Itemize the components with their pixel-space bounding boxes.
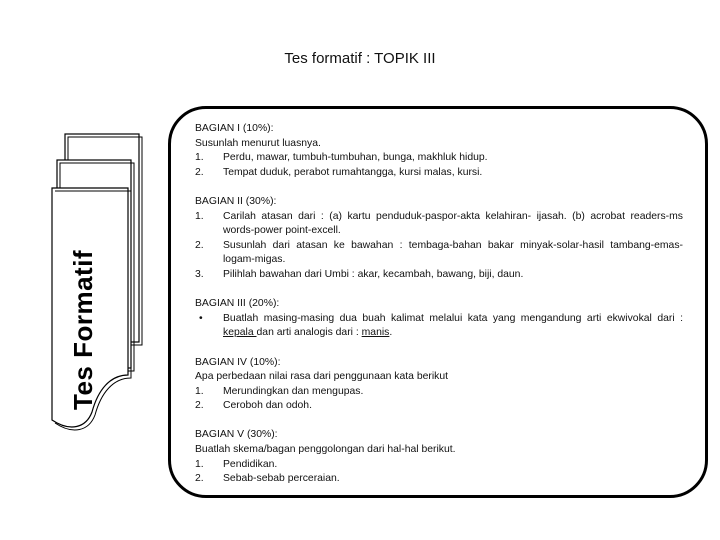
underlined-word: manis: [361, 327, 390, 339]
section-3-heading: BAGIAN III (20%):: [195, 298, 280, 310]
item-number: 2.: [195, 239, 204, 251]
item-text-part: Buatlah masing-masing dua buah kalimat melalui kata yang mengandung arti ekwivokal dari :: [223, 312, 683, 324]
quiz-content: [195, 122, 683, 487]
item-text: Merundingkan dan mengupas.: [223, 385, 364, 397]
section-5-heading: BAGIAN V (30%):: [195, 429, 278, 441]
list-item: [195, 458, 683, 473]
slide-title: Tes formatif : TOPIK III: [284, 50, 436, 67]
item-text-part: dan arti analogis dari :: [256, 327, 362, 339]
underlined-word: kepala: [223, 327, 257, 339]
list-item: [195, 399, 683, 414]
section-4-instruction: Apa perbedaan nilai rasa dari penggunaan kata berikut: [195, 371, 449, 383]
item-number: 1.: [195, 152, 204, 164]
list-item: [195, 166, 683, 181]
item-text: Ceroboh dan odoh.: [223, 400, 312, 412]
item-text: [223, 312, 683, 341]
spacer: [195, 180, 683, 195]
section-4-heading: BAGIAN IV (10%):: [195, 356, 281, 368]
item-number: 1.: [195, 385, 204, 397]
bullet-icon: •: [199, 312, 203, 324]
spacer: [195, 283, 683, 298]
list-item: [195, 385, 683, 400]
stack-label: Tes Formatif: [68, 249, 98, 410]
item-text: Carilah atasan dari : (a) kartu penduduk-paspor-akta kelahiran- ijasah. (b) acrobat readers-ms words-power point-excell.: [223, 210, 683, 237]
item-number: 2.: [195, 473, 204, 485]
item-number: 1.: [195, 458, 204, 470]
list-item: [195, 151, 683, 166]
document-stack-icon: [40, 120, 160, 440]
item-number: 2.: [195, 166, 204, 178]
list-item: [195, 472, 683, 487]
section-1-heading: BAGIAN I (10%):: [195, 123, 274, 134]
item-text: Perdu, mawar, tumbuh-tumbuhan, bunga, makhluk hidup.: [223, 152, 488, 164]
item-text: Pilihlah bawahan dari Umbi : akar, kecambah, bawang, biji, daun.: [223, 268, 524, 280]
section-2-heading: BAGIAN II (30%):: [195, 195, 277, 207]
list-item: [195, 239, 683, 268]
spacer: [195, 414, 683, 429]
item-number: 3.: [195, 268, 204, 280]
section-5-instruction: Buatlah skema/bagan penggolongan dari hal-hal berikut.: [195, 444, 456, 456]
item-text: Pendidikan.: [223, 458, 278, 470]
spacer: [195, 341, 683, 356]
section-1-instruction: Susunlah menurut luasnya.: [195, 137, 321, 149]
item-text: Tempat duduk, perabot rumahtangga, kursi malas, kursi.: [223, 166, 483, 178]
item-text: Sebab-sebab perceraian.: [223, 473, 340, 485]
list-item: [195, 312, 683, 341]
item-number: 1.: [195, 210, 204, 222]
item-number: 2.: [195, 400, 204, 412]
item-text-part: .: [389, 327, 393, 339]
document-stack-graphic: [40, 120, 160, 440]
list-item: [195, 210, 683, 239]
list-item: [195, 268, 683, 283]
item-text: Susunlah dari atasan ke bawahan : tembaga-bahan bakar minyak-solar-hasil tambang-emas-logam-migas.: [223, 239, 683, 266]
